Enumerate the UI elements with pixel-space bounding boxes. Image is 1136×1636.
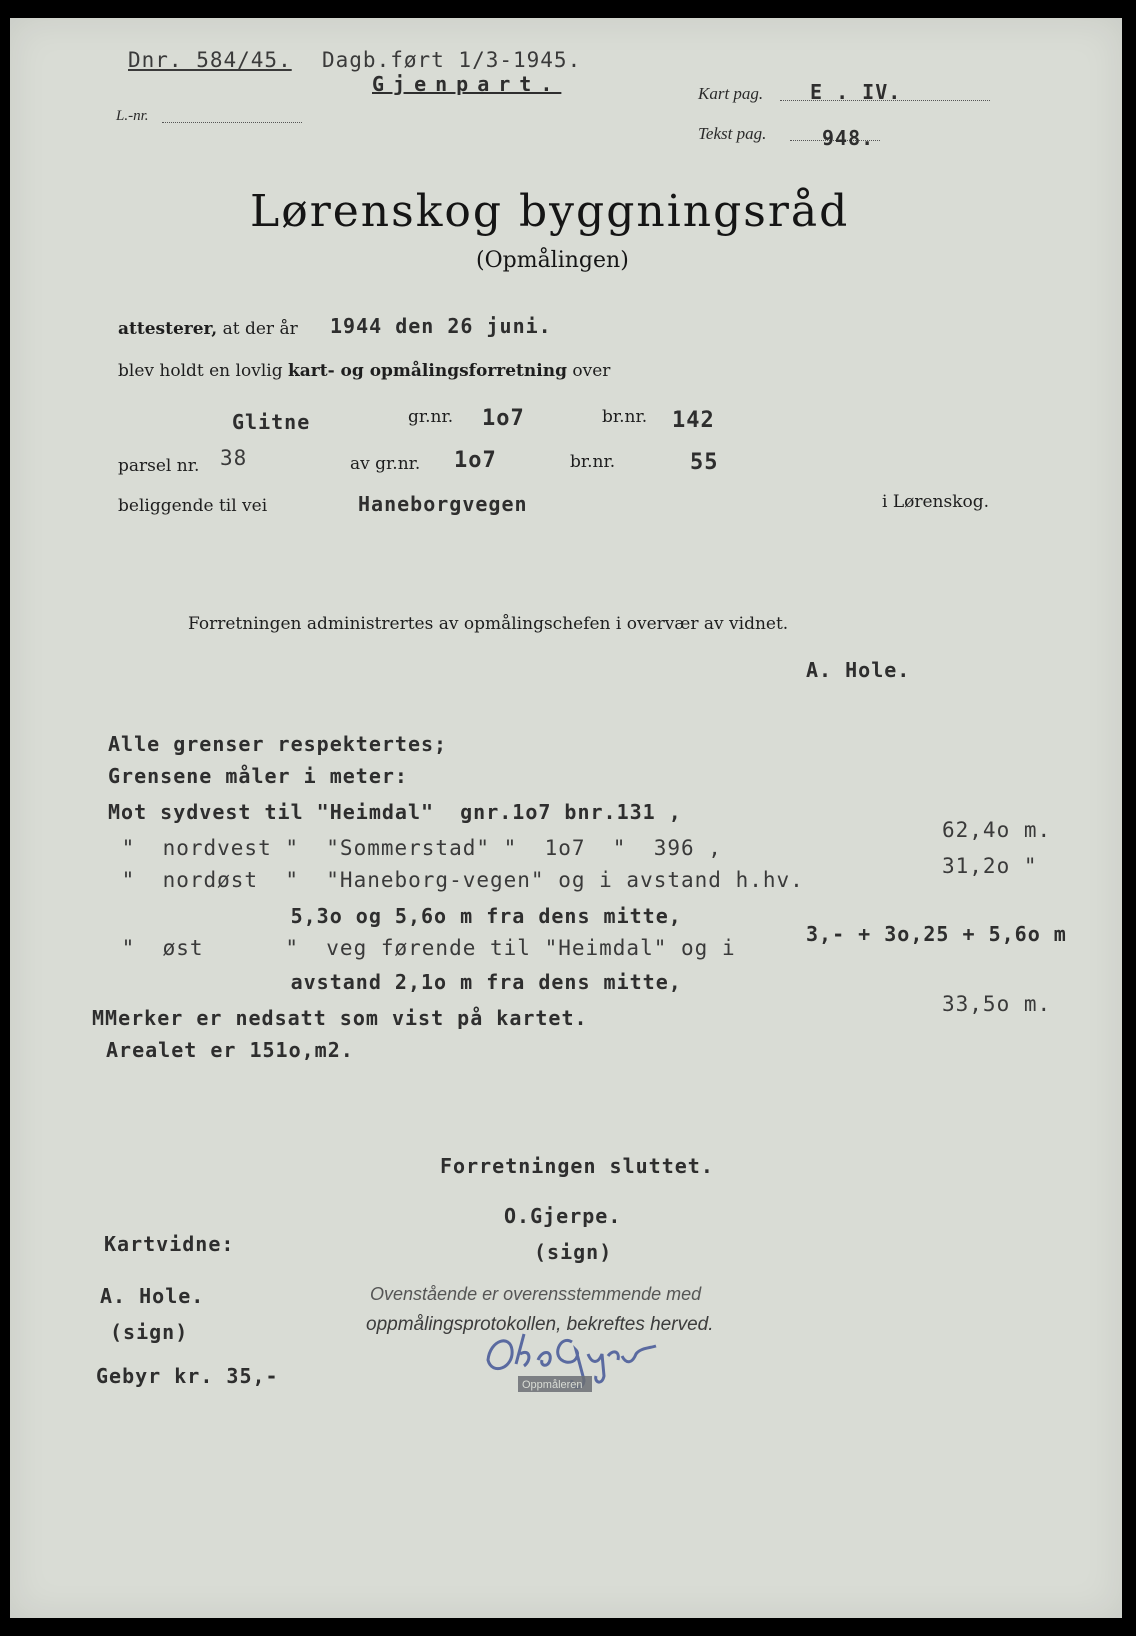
parsel-value: 38 bbox=[220, 446, 248, 470]
at-der-ar-text: at der år bbox=[222, 319, 298, 339]
certification-stamp-line-1: Ovenstående er overensstemmende med bbox=[370, 1284, 702, 1304]
parsel-label: parsel nr. bbox=[118, 456, 200, 476]
boundary-measure-6: 33,5o m. bbox=[942, 992, 1052, 1016]
page-title: Lørenskog byggningsråd bbox=[250, 186, 850, 237]
kart-pag-label: Kart pag. bbox=[698, 84, 764, 103]
location-text: i Lørenskog. bbox=[882, 492, 990, 512]
lnr-dotline bbox=[162, 122, 302, 123]
boundary-line-4: 5,3o og 5,6o m fra dens mitte, bbox=[108, 904, 682, 928]
dnr-text: Dnr. 584/45. bbox=[128, 48, 292, 72]
av-grnr-value: 1o7 bbox=[454, 448, 497, 473]
gebyr-text: Gebyr kr. 35,- bbox=[96, 1364, 279, 1388]
av-brnr-label: br.nr. bbox=[570, 452, 616, 472]
road-name: Haneborgvegen bbox=[358, 492, 528, 516]
dagb-text: Dagb.ført 1/3-1945. bbox=[322, 48, 582, 72]
boundary-line-6: avstand 2,1o m fra dens mitte, bbox=[108, 970, 682, 994]
signature-graphic bbox=[480, 1320, 690, 1400]
av-grnr-label: av gr.nr. bbox=[350, 454, 421, 474]
blev-holdt-text: blev holdt en lovlig bbox=[118, 361, 283, 381]
page-subtitle: (Opmålingen) bbox=[476, 248, 629, 273]
brnr-value: 142 bbox=[672, 408, 715, 433]
kartvidne-label: Kartvidne: bbox=[104, 1232, 235, 1256]
grnr-label: gr.nr. bbox=[408, 407, 454, 427]
surveyor-name: O.Gjerpe. bbox=[504, 1204, 622, 1228]
tekst-pag-value: 948. bbox=[822, 126, 875, 150]
body-line-2: Grensene måler i meter: bbox=[108, 764, 408, 788]
boundary-line-3: " nordøst " "Haneborg-vegen" og i avstand h.hv. bbox=[108, 868, 804, 892]
gjenpart-text: Gjenpart. bbox=[372, 72, 562, 96]
kart-og-text: kart- og opmålingsforretning bbox=[287, 361, 567, 381]
boundary-measure-1: 62,4o m. bbox=[942, 818, 1052, 842]
lnr-label: L.-nr. bbox=[116, 108, 149, 124]
stamp-small-text: Oppmåleren bbox=[522, 1379, 583, 1391]
kartvidne-sign: (sign) bbox=[110, 1320, 189, 1344]
closing-line-1: MMerker er nedsatt som vist på kartet. bbox=[92, 1006, 588, 1030]
over-text: over bbox=[572, 361, 611, 381]
closing-line-2: Arealet er 151o,m2. bbox=[106, 1038, 354, 1062]
tekst-pag-label: Tekst pag. bbox=[698, 124, 767, 143]
document-page bbox=[10, 18, 1122, 1618]
surveyor-sign: (sign) bbox=[534, 1240, 613, 1264]
certification-stamp-line-2: oppmålingsprotokollen, bekreftes herved. bbox=[366, 1314, 714, 1335]
boundary-measure-2: 31,2o " bbox=[942, 854, 1038, 878]
grnr-value: 1o7 bbox=[482, 406, 525, 431]
admin-line: Forretningen administrertes av opmålingschefen i overvær av vidnet. bbox=[188, 614, 789, 634]
kartvidne-name: A. Hole. bbox=[100, 1284, 205, 1308]
property-name: Glitne bbox=[232, 410, 311, 434]
date-text: 1944 den 26 juni. bbox=[330, 314, 552, 338]
sluttet-text: Forretningen sluttet. bbox=[440, 1154, 714, 1178]
kart-pag-value: E . IV. bbox=[810, 80, 902, 104]
boundary-line-1: Mot sydvest til "Heimdal" gnr.1o7 bnr.131 , bbox=[108, 800, 682, 824]
av-brnr-value: 55 bbox=[690, 450, 719, 475]
boundary-line-2: " nordvest " "Sommerstad" " 1o7 " 396 , bbox=[108, 836, 722, 860]
boundary-measure-4: 3,- + 3o,25 + 5,6o m bbox=[806, 922, 1067, 946]
body-line-1: Alle grenser respektertes; bbox=[108, 732, 448, 756]
attesterer-text: attesterer, bbox=[118, 319, 218, 339]
witness-top: A. Hole. bbox=[806, 658, 911, 682]
brnr-label: br.nr. bbox=[602, 407, 648, 427]
beliggende-label: beliggende til vei bbox=[118, 496, 268, 516]
boundary-line-5: " øst " veg førende til "Heimdal" og i bbox=[108, 936, 736, 960]
